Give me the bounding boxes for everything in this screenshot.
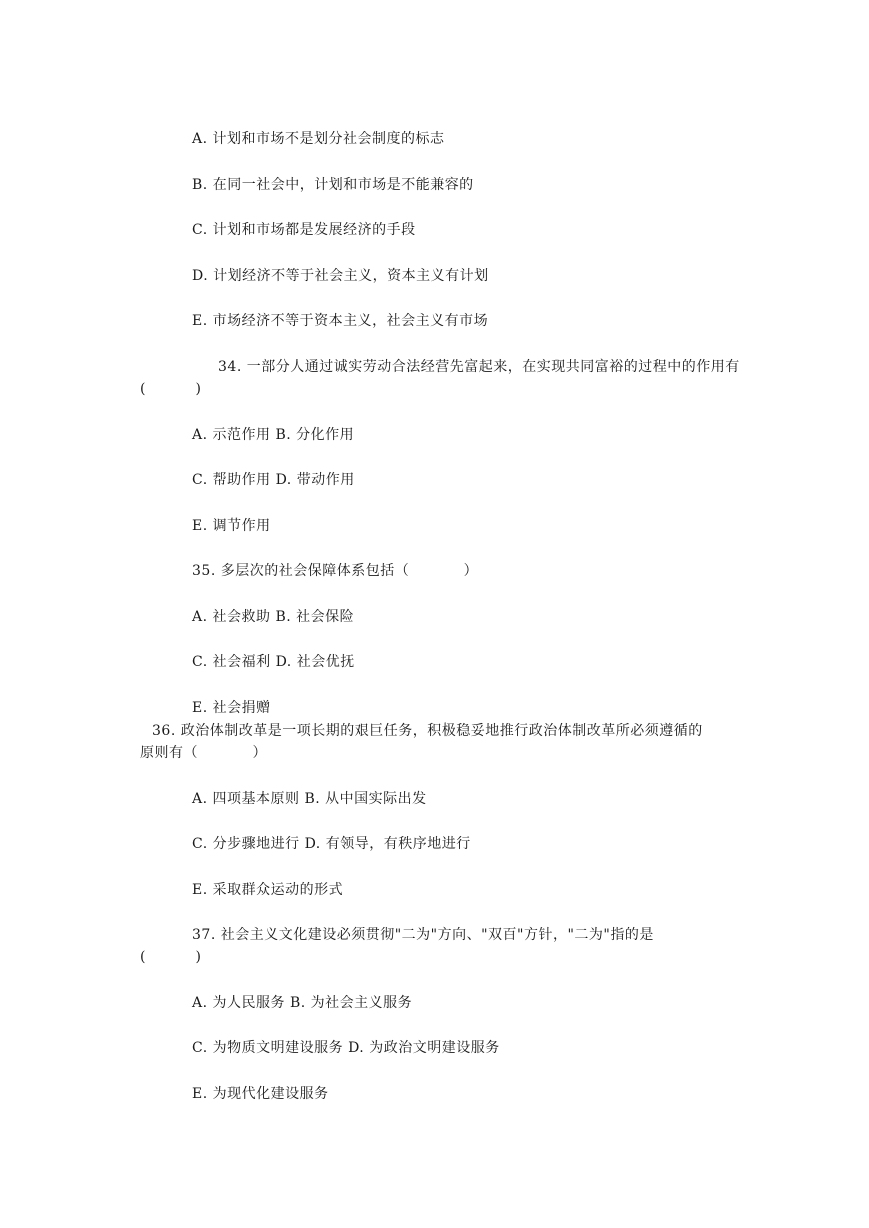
q34-option-ab: A. 示范作用 B. 分化作用 (192, 427, 355, 443)
q34-option-cd: C. 帮助作用 D. 带动作用 (192, 472, 355, 488)
q37-option-ab: A. 为人民服务 B. 为社会主义服务 (192, 995, 413, 1011)
q33-option-c: C. 计划和市场都是发展经济的手段 (192, 222, 416, 238)
q33-option-d: D. 计划经济不等于社会主义，资本主义有计划 (192, 268, 489, 284)
q36-option-e: E. 采取群众运动的形式 (192, 882, 344, 898)
q33-option-b: B. 在同一社会中，计划和市场是不能兼容的 (192, 177, 474, 193)
q33-option-a: A. 计划和市场不是划分社会制度的标志 (192, 131, 445, 147)
q34-answer-blank: ( ) (140, 381, 202, 397)
q35-option-ab: A. 社会救助 B. 社会保险 (192, 609, 355, 625)
q36-option-ab: A. 四项基本原则 B. 从中国实际出发 (192, 791, 427, 807)
q36-stem: 36. 政治体制改革是一项长期的艰巨任务，积极稳妥地推行政治体制改革所必须遵循的 (152, 723, 703, 739)
q34-option-e: E. 调节作用 (192, 518, 271, 534)
q37-option-cd: C. 为物质文明建设服务 D. 为政治文明建设服务 (192, 1040, 500, 1056)
q37-stem: 37. 社会主义文化建设必须贯彻"二为"方向、"双百"方针，"二为"指的是 (192, 927, 654, 943)
q35-stem: 35. 多层次的社会保障体系包括（ ） (192, 563, 479, 579)
q36-option-cd: C. 分步骤地进行 D. 有领导，有秩序地进行 (192, 836, 471, 852)
q37-answer-blank: ( ) (140, 949, 202, 965)
q34-stem: 34. 一部分人通过诚实劳动合法经营先富起来，在实现共同富裕的过程中的作用有 (218, 359, 740, 375)
q35-option-cd: C. 社会福利 D. 社会优抚 (192, 654, 355, 670)
q37-option-e: E. 为现代化建设服务 (192, 1086, 329, 1102)
q36-stem-continuation: 原则有（ ） (140, 745, 267, 761)
q35-option-e: E. 社会捐赠 (192, 700, 271, 716)
q33-option-e: E. 市场经济不等于资本主义，社会主义有市场 (192, 313, 489, 329)
